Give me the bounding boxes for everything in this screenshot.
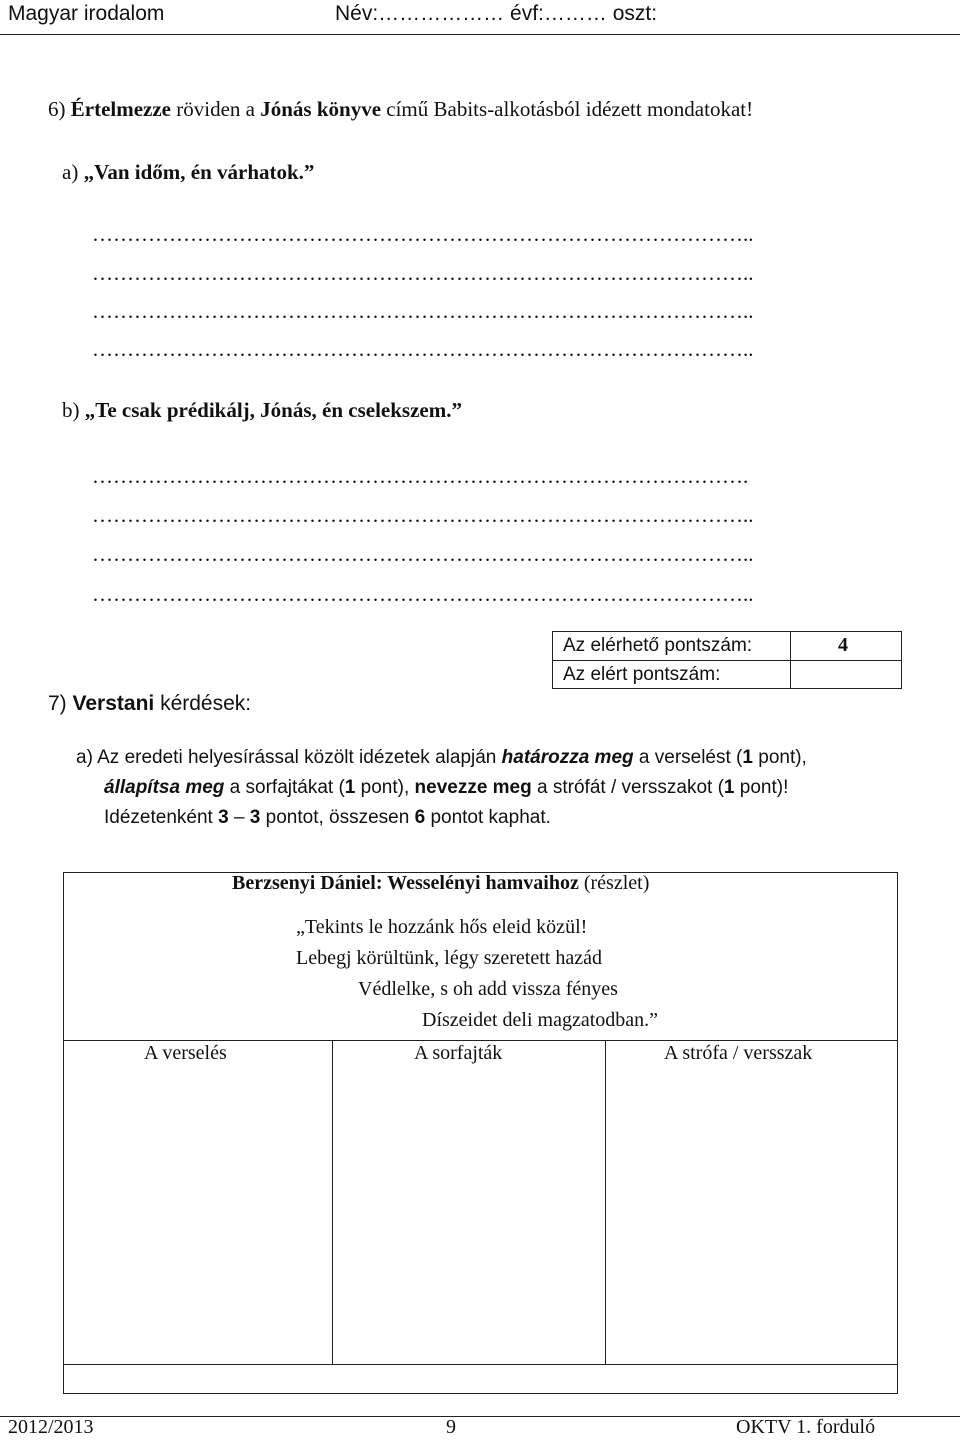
answer-line[interactable]: …………………………………………………………………………………. — [92, 464, 749, 488]
instruction-line-1: a) Az eredeti helyesírással közölt idézetek alapján határozza meg a verselést (1 pont), — [76, 747, 807, 768]
answer-cell-verseles[interactable] — [66, 1072, 329, 1360]
footer-year: 2012/2013 — [8, 1416, 94, 1438]
answer-line[interactable]: ………………………………………………………………………………….. — [92, 582, 754, 606]
answer-line[interactable]: ………………………………………………………………………………….. — [92, 337, 754, 361]
column-header-strofa: A strófa / versszak — [664, 1042, 813, 1064]
poem-line: „Tekints le hozzánk hős eleid közül! — [296, 916, 588, 938]
answer-line[interactable]: ………………………………………………………………………………….. — [92, 542, 754, 566]
instruction-line-3: Idézetenként 3 – 3 pontot, összesen 6 pontot kaphat. — [104, 807, 551, 828]
header-subject: Magyar irodalom — [8, 2, 165, 25]
question-7: 7) Verstani kérdések: — [48, 692, 252, 715]
table-divider — [63, 1364, 898, 1365]
answer-cell-sorfajtak[interactable] — [336, 1072, 602, 1360]
poem-line: Védlelke, s oh add vissza fényes — [358, 978, 618, 1000]
poem-title: Berzsenyi Dániel: Wesselényi hamvaihoz (részlet) — [232, 872, 650, 894]
question-6b: b) „Te csak prédikálj, Jónás, én cselekszem.” — [62, 398, 462, 422]
poem-line: Díszeidet deli magzatodban.” — [422, 1009, 659, 1031]
available-points-value: 4 — [838, 634, 848, 656]
answer-line[interactable]: ………………………………………………………………………………….. — [92, 261, 754, 285]
available-points-label: Az elérhető pontszám: — [563, 635, 753, 656]
column-header-sorfajtak: A sorfajták — [414, 1042, 503, 1064]
instruction-line-2: állapítsa meg a sorfajtákat (1 pont), nevezze meg a strófát / versszakot (1 pont)! — [104, 777, 789, 798]
header-rule — [0, 34, 960, 35]
page-number: 9 — [446, 1416, 456, 1438]
table-divider — [332, 1040, 333, 1364]
table-divider — [605, 1040, 606, 1364]
question-6: 6) Értelmezze röviden a Jónás könyve című Babits-alkotásból idézett mondatokat! — [48, 97, 754, 121]
achieved-points-label: Az elért pontszám: — [563, 664, 721, 685]
footer-round: OKTV 1. forduló — [736, 1416, 876, 1438]
column-header-verseles: A verselés — [144, 1042, 227, 1064]
header-student-fields: Név:……………… évf:……… oszt: — [335, 2, 658, 25]
answer-line[interactable]: ………………………………………………………………………………….. — [92, 222, 754, 246]
score-box — [552, 631, 902, 689]
answer-line[interactable]: ………………………………………………………………………………….. — [92, 503, 754, 527]
question-6a: a) „Van időm, én várhatok.” — [62, 160, 315, 184]
answer-cell-strofa[interactable] — [609, 1072, 895, 1360]
answer-line[interactable]: ………………………………………………………………………………….. — [92, 299, 754, 323]
table-divider — [63, 1040, 898, 1041]
poem-line: Lebegj körültünk, légy szeretett hazád — [296, 947, 602, 969]
